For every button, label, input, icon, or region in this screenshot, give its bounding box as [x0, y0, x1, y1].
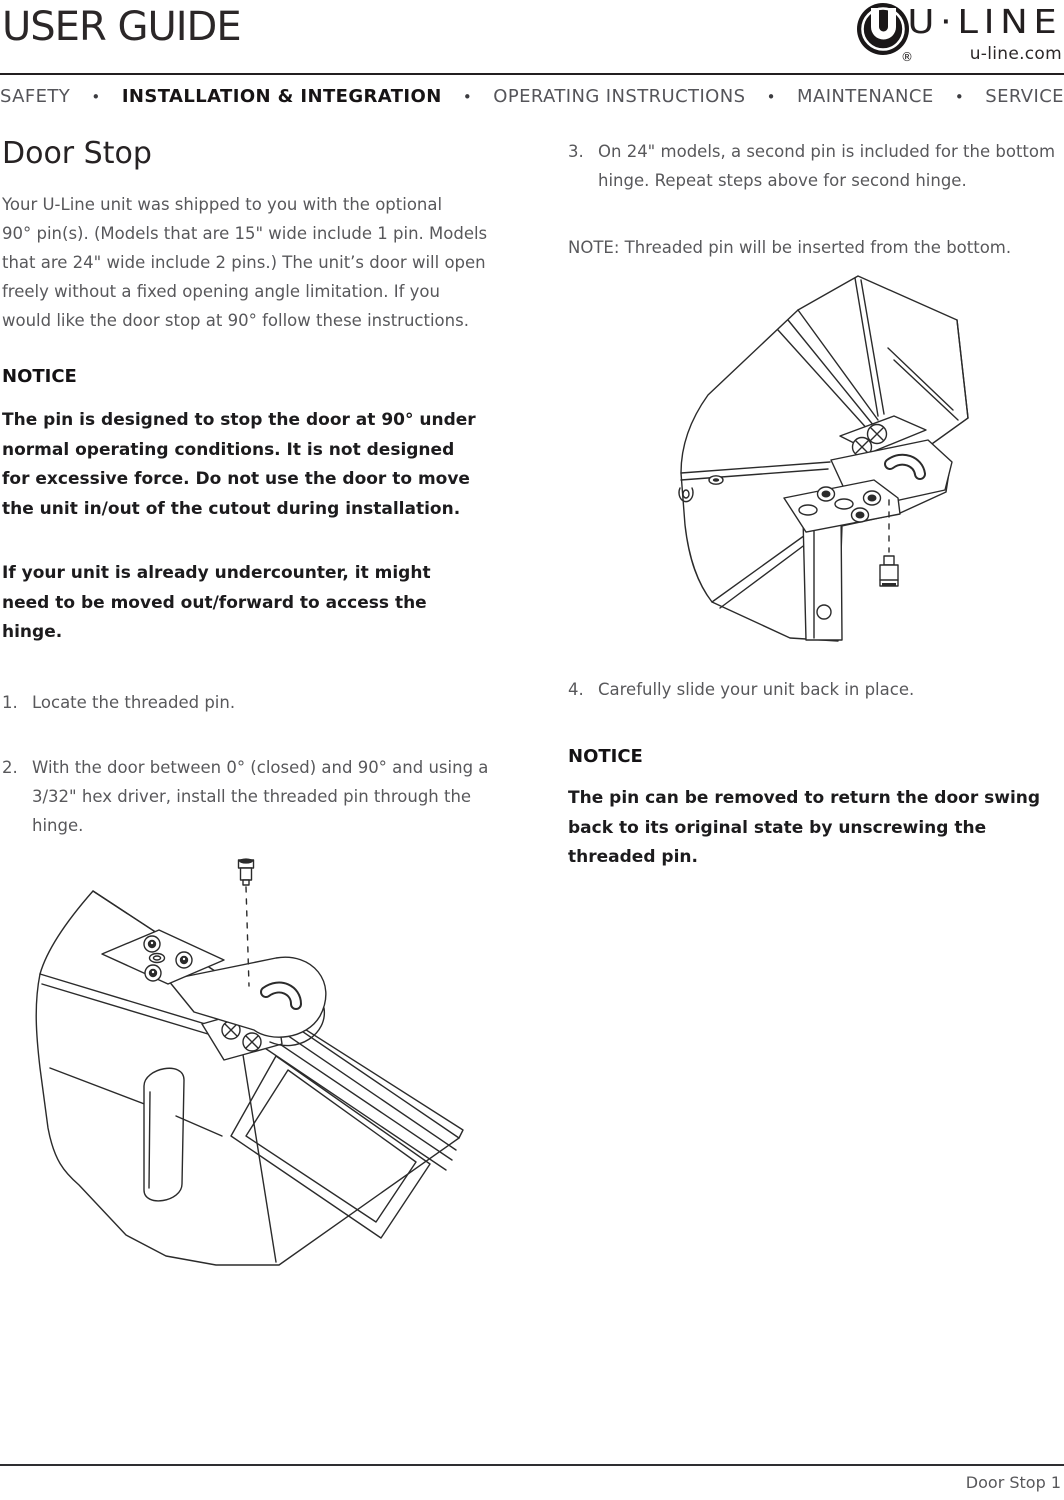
text-line: for excessive force. Do not use the door to move — [2, 469, 470, 489]
nav-separator-dot: • — [766, 87, 776, 106]
step-number: 2. — [2, 758, 18, 777]
text-line: NOTE: Threaded pin will be inserted from the bottom. — [568, 238, 1012, 257]
nav-item-safety: SAFETY — [0, 86, 71, 107]
bottom-hinge-illustration — [648, 268, 980, 653]
step-2 — [2, 753, 488, 840]
uline-circle-logo-icon — [856, 2, 914, 64]
figure-top-hinge — [26, 854, 504, 1294]
brand-website: u-line.com — [969, 44, 1062, 64]
registered-mark: ® — [900, 50, 913, 64]
nav-separator-dot: • — [462, 87, 473, 106]
undercounter-note — [2, 559, 431, 648]
page-footer-label: Door Stop 1 — [965, 1473, 1061, 1492]
text-line: hinge. Repeat steps above for second hinge. — [598, 171, 967, 190]
text-line: 90° pin(s). (Models that are 15" wide include 1 pin. Models — [2, 224, 488, 243]
notice-body — [568, 784, 1040, 873]
brand-wordmark: U·LINE — [907, 2, 1062, 41]
section-nav — [0, 86, 1064, 107]
figure-bottom-hinge — [648, 268, 980, 653]
notice-heading: NOTICE — [2, 366, 77, 387]
text-line: The pin is designed to stop the door at 90° under — [2, 410, 476, 430]
text-line: With the door between 0° (closed) and 90° and using a — [32, 758, 489, 777]
text-line: would like the door stop at 90° follow these instructions. — [2, 311, 469, 330]
brand-logo — [856, 2, 1062, 64]
text-line: The pin can be removed to return the door swing — [568, 788, 1041, 808]
text-line: freely without a fixed opening angle limitation. If you — [2, 282, 440, 301]
text-line: 3/32" hex driver, install the threaded pin through the — [32, 787, 472, 806]
intro-paragraph — [2, 190, 487, 335]
text-line: On 24" models, a second pin is included for the bottom — [598, 142, 1056, 161]
notice-heading: NOTICE — [568, 746, 643, 767]
text-line: that are 24" wide include 2 pins.) The unit’s door will open — [2, 253, 486, 272]
text-line: hinge. — [32, 816, 84, 835]
nav-item-installation-integration: INSTALLATION & INTEGRATION — [121, 86, 442, 107]
page-title: Door Stop — [2, 136, 152, 171]
text-line: normal operating conditions. It is not designed — [2, 439, 455, 460]
footer-divider — [0, 1464, 1064, 1466]
text-line: back to its original state by unscrewing the — [568, 817, 987, 838]
step-4 — [568, 675, 914, 704]
step-3 — [568, 137, 1055, 195]
step-1 — [2, 688, 235, 717]
step-number: 3. — [568, 142, 584, 161]
step-number: 4. — [568, 680, 584, 699]
nav-separator-dot: • — [954, 87, 965, 106]
notice-body — [2, 406, 476, 524]
nav-item-maintenance: MAINTENANCE — [797, 86, 934, 107]
top-hinge-illustration — [26, 854, 504, 1294]
nav-separator-dot: • — [91, 87, 101, 106]
text-line: Carefully slide your unit back in place. — [598, 680, 915, 699]
nav-item-operating-instructions: OPERATING INSTRUCTIONS — [493, 86, 746, 107]
nav-item-service: SERVICE — [985, 86, 1064, 107]
text-line: If your unit is already undercounter, it might — [2, 563, 431, 583]
text-line: Your U-Line unit was shipped to you with the optional — [2, 195, 443, 214]
note-paragraph — [568, 233, 1011, 262]
header-divider — [0, 73, 1064, 75]
text-line: need to be moved out/forward to access the — [2, 592, 427, 613]
step-number: 1. — [2, 693, 18, 712]
text-line: Locate the threaded pin. — [32, 693, 236, 712]
document-title: USER GUIDE — [2, 4, 241, 50]
text-line: threaded pin. — [568, 847, 698, 867]
text-line: hinge. — [2, 622, 63, 642]
text-line: the unit in/out of the cutout during installation. — [2, 498, 461, 519]
